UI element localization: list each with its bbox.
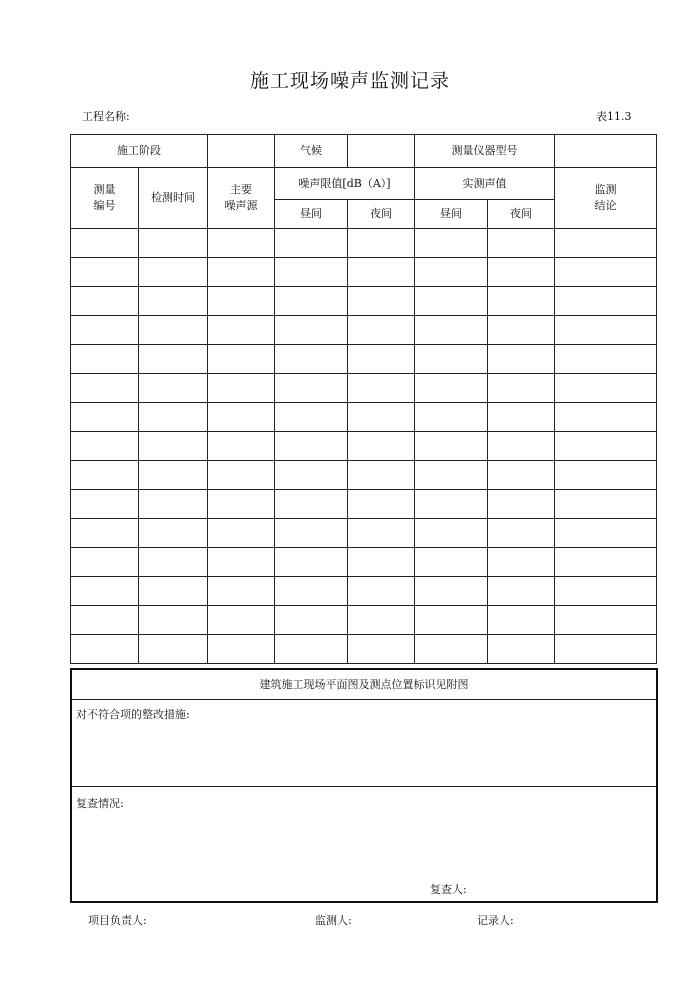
data-cell[interactable] bbox=[275, 606, 348, 635]
data-cell[interactable] bbox=[348, 258, 415, 287]
data-cell[interactable] bbox=[488, 374, 555, 403]
data-cell[interactable] bbox=[139, 635, 208, 664]
project-name-label: 工程名称: bbox=[82, 110, 130, 123]
data-cell[interactable] bbox=[348, 403, 415, 432]
data-cell[interactable] bbox=[208, 403, 275, 432]
table-row bbox=[71, 635, 657, 664]
rectification-section[interactable] bbox=[70, 698, 658, 787]
data-cell[interactable] bbox=[71, 374, 139, 403]
data-cell[interactable] bbox=[348, 345, 415, 374]
data-cell[interactable] bbox=[139, 461, 208, 490]
recorder-label: 记录人: bbox=[477, 914, 514, 927]
table-row bbox=[71, 345, 657, 374]
data-cell[interactable] bbox=[71, 403, 139, 432]
data-cell[interactable] bbox=[208, 258, 275, 287]
table-row bbox=[71, 287, 657, 316]
data-cell[interactable] bbox=[139, 606, 208, 635]
data-cell[interactable] bbox=[139, 258, 208, 287]
data-cell[interactable] bbox=[275, 461, 348, 490]
data-cell[interactable] bbox=[555, 258, 657, 287]
table-row bbox=[71, 519, 657, 548]
main-source-header bbox=[208, 168, 275, 229]
data-cell[interactable] bbox=[488, 606, 555, 635]
data-cell[interactable] bbox=[555, 229, 657, 258]
data-cell[interactable] bbox=[275, 316, 348, 345]
data-cell[interactable] bbox=[415, 229, 488, 258]
review-section[interactable] bbox=[70, 787, 658, 903]
data-cell[interactable] bbox=[415, 403, 488, 432]
data-cell[interactable] bbox=[415, 461, 488, 490]
data-cell[interactable] bbox=[555, 345, 657, 374]
data-cell[interactable] bbox=[348, 316, 415, 345]
data-cell[interactable] bbox=[415, 577, 488, 606]
data-cell[interactable] bbox=[208, 577, 275, 606]
data-cell[interactable] bbox=[555, 577, 657, 606]
limit-day-header: 昼间 bbox=[275, 200, 348, 229]
data-cell[interactable] bbox=[348, 635, 415, 664]
main-source-line2: 噪声源 bbox=[224, 199, 258, 212]
table-row bbox=[71, 316, 657, 345]
table-row bbox=[71, 258, 657, 287]
data-cell[interactable] bbox=[275, 548, 348, 577]
weather-label: 气候 bbox=[275, 135, 348, 168]
data-cell[interactable] bbox=[139, 287, 208, 316]
data-cell[interactable] bbox=[348, 374, 415, 403]
data-cell[interactable] bbox=[348, 229, 415, 258]
data-cell[interactable] bbox=[415, 316, 488, 345]
noise-record-table bbox=[70, 134, 657, 664]
data-cell[interactable] bbox=[208, 548, 275, 577]
data-cell[interactable] bbox=[208, 519, 275, 548]
data-cell[interactable] bbox=[348, 577, 415, 606]
table-row bbox=[71, 432, 657, 461]
data-cell[interactable] bbox=[208, 635, 275, 664]
table-row bbox=[71, 374, 657, 403]
data-cell[interactable] bbox=[348, 490, 415, 519]
data-cell[interactable] bbox=[208, 374, 275, 403]
review-label: 复查情况: bbox=[76, 797, 124, 810]
table-row bbox=[71, 403, 657, 432]
limit-night-header: 夜间 bbox=[348, 200, 415, 229]
data-cell[interactable] bbox=[208, 606, 275, 635]
data-cell[interactable] bbox=[208, 432, 275, 461]
data-cell[interactable] bbox=[348, 606, 415, 635]
table-row bbox=[71, 577, 657, 606]
data-cell[interactable] bbox=[71, 635, 139, 664]
data-cell[interactable] bbox=[488, 287, 555, 316]
data-cell[interactable] bbox=[348, 519, 415, 548]
weather-value-cell[interactable] bbox=[348, 135, 415, 168]
data-cell[interactable] bbox=[71, 345, 139, 374]
measured-header: 实测声值 bbox=[415, 168, 555, 200]
data-cell[interactable] bbox=[348, 287, 415, 316]
data-cell[interactable] bbox=[139, 374, 208, 403]
reviewer-label: 复查人: bbox=[430, 883, 467, 896]
data-cell[interactable] bbox=[71, 606, 139, 635]
data-cell[interactable] bbox=[71, 229, 139, 258]
data-cell[interactable] bbox=[139, 548, 208, 577]
data-cell[interactable] bbox=[139, 432, 208, 461]
data-cell[interactable] bbox=[488, 229, 555, 258]
data-cell[interactable] bbox=[275, 345, 348, 374]
conclusion-line2: 结论 bbox=[594, 199, 617, 212]
data-cell[interactable] bbox=[555, 635, 657, 664]
data-cell[interactable] bbox=[208, 461, 275, 490]
data-cell[interactable] bbox=[415, 432, 488, 461]
data-cell[interactable] bbox=[488, 635, 555, 664]
data-cell[interactable] bbox=[208, 229, 275, 258]
data-cell[interactable] bbox=[139, 316, 208, 345]
project-manager-label: 项目负责人: bbox=[88, 914, 147, 927]
data-cell[interactable] bbox=[488, 548, 555, 577]
data-cell[interactable] bbox=[139, 403, 208, 432]
table-row bbox=[71, 606, 657, 635]
data-cell[interactable] bbox=[71, 577, 139, 606]
table-row bbox=[71, 490, 657, 519]
stage-label: 施工阶段 bbox=[71, 135, 208, 168]
data-cell[interactable] bbox=[415, 519, 488, 548]
data-cell[interactable] bbox=[555, 606, 657, 635]
data-cell[interactable] bbox=[139, 229, 208, 258]
data-cell[interactable] bbox=[415, 345, 488, 374]
header-row-1 bbox=[71, 135, 657, 168]
data-cell[interactable] bbox=[555, 316, 657, 345]
table-row bbox=[71, 229, 657, 258]
data-cell[interactable] bbox=[71, 490, 139, 519]
header-row-2 bbox=[71, 168, 657, 200]
data-cell[interactable] bbox=[139, 345, 208, 374]
data-cell[interactable] bbox=[139, 577, 208, 606]
data-cell[interactable] bbox=[555, 374, 657, 403]
data-cell[interactable] bbox=[275, 577, 348, 606]
data-cell[interactable] bbox=[275, 374, 348, 403]
data-cell[interactable] bbox=[555, 403, 657, 432]
data-cell[interactable] bbox=[348, 432, 415, 461]
data-cell[interactable] bbox=[71, 548, 139, 577]
data-cell[interactable] bbox=[488, 258, 555, 287]
conclusion-line1: 监测 bbox=[594, 183, 617, 196]
check-time-header: 检测时间 bbox=[139, 168, 208, 229]
data-cell[interactable] bbox=[555, 519, 657, 548]
data-cell[interactable] bbox=[275, 287, 348, 316]
table-row bbox=[71, 461, 657, 490]
data-cell[interactable] bbox=[208, 490, 275, 519]
stage-value-cell[interactable] bbox=[208, 135, 275, 168]
site-plan-note: 建筑施工现场平面图及测点位置标识见附图 bbox=[70, 668, 658, 700]
data-cell[interactable] bbox=[555, 287, 657, 316]
point-no-line2: 编号 bbox=[93, 199, 116, 212]
data-cell[interactable] bbox=[275, 258, 348, 287]
data-cell[interactable] bbox=[139, 490, 208, 519]
instrument-model-value-cell[interactable] bbox=[555, 135, 657, 168]
data-cell[interactable] bbox=[71, 316, 139, 345]
data-cell[interactable] bbox=[415, 635, 488, 664]
page-title: 施工现场噪声监测记录 bbox=[249, 70, 450, 92]
rectification-label: 对不符合项的整改措施: bbox=[76, 708, 190, 721]
data-cell[interactable] bbox=[415, 606, 488, 635]
data-cell[interactable] bbox=[348, 461, 415, 490]
data-cell[interactable] bbox=[415, 374, 488, 403]
data-cell[interactable] bbox=[415, 258, 488, 287]
data-cell[interactable] bbox=[555, 461, 657, 490]
data-cell[interactable] bbox=[275, 229, 348, 258]
data-cell[interactable] bbox=[139, 519, 208, 548]
data-cell[interactable] bbox=[488, 345, 555, 374]
point-no-line1: 测量 bbox=[93, 183, 116, 196]
data-cell[interactable] bbox=[208, 345, 275, 374]
data-cell[interactable] bbox=[555, 548, 657, 577]
data-cell[interactable] bbox=[208, 287, 275, 316]
data-cell[interactable] bbox=[415, 287, 488, 316]
data-cell[interactable] bbox=[71, 519, 139, 548]
data-cell[interactable] bbox=[488, 432, 555, 461]
noise-limit-header: 噪声限值[dB（A）] bbox=[275, 168, 415, 200]
table-row bbox=[71, 548, 657, 577]
data-cell[interactable] bbox=[488, 577, 555, 606]
data-cell[interactable] bbox=[275, 519, 348, 548]
data-cell[interactable] bbox=[208, 316, 275, 345]
data-cell[interactable] bbox=[71, 461, 139, 490]
data-cell[interactable] bbox=[488, 519, 555, 548]
data-cell[interactable] bbox=[488, 461, 555, 490]
data-cell[interactable] bbox=[488, 316, 555, 345]
main-source-line1: 主要 bbox=[230, 183, 252, 196]
measured-night-header: 夜间 bbox=[488, 200, 555, 229]
instrument-model-label: 测量仪器型号 bbox=[415, 135, 555, 168]
data-cell[interactable] bbox=[71, 287, 139, 316]
data-cell[interactable] bbox=[275, 635, 348, 664]
data-cell[interactable] bbox=[488, 490, 555, 519]
data-cell[interactable] bbox=[488, 403, 555, 432]
data-cell[interactable] bbox=[71, 432, 139, 461]
data-cell[interactable] bbox=[348, 548, 415, 577]
data-cell[interactable] bbox=[555, 490, 657, 519]
data-cell[interactable] bbox=[415, 548, 488, 577]
data-cell[interactable] bbox=[275, 403, 348, 432]
data-cell[interactable] bbox=[275, 432, 348, 461]
measured-day-header: 昼间 bbox=[415, 200, 488, 229]
point-no-header bbox=[71, 168, 139, 229]
data-cell[interactable] bbox=[415, 490, 488, 519]
table-number: 表11.3 bbox=[596, 110, 632, 123]
conclusion-header bbox=[555, 168, 657, 229]
monitor-label: 监测人: bbox=[315, 914, 352, 927]
data-cell[interactable] bbox=[275, 490, 348, 519]
data-cell[interactable] bbox=[555, 432, 657, 461]
data-cell[interactable] bbox=[71, 258, 139, 287]
